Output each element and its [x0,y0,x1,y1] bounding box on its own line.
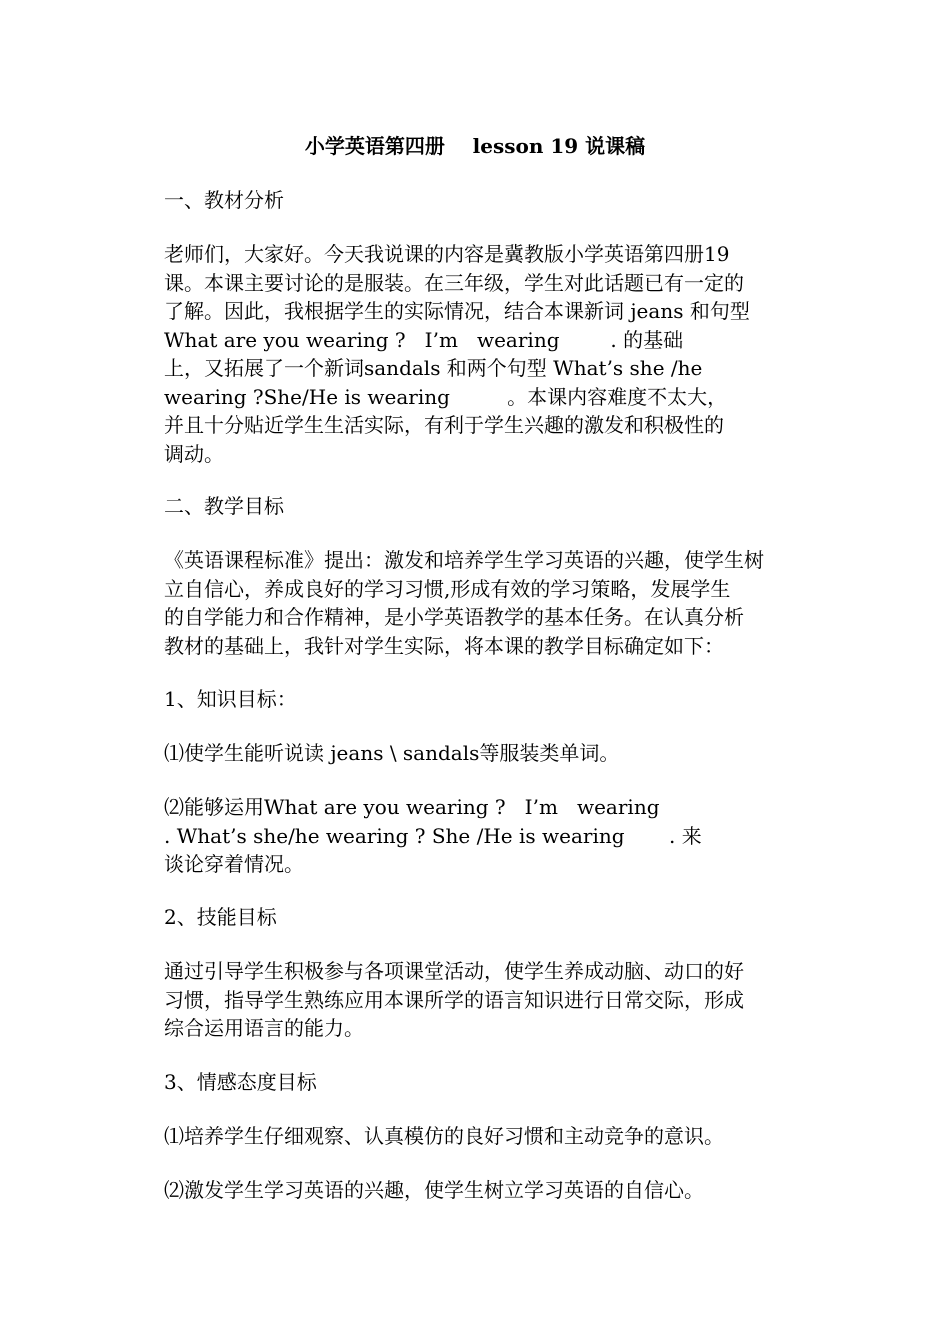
paragraph-line: 课。本课主要讨论的是服装。在三年级，学生对此话题已有一定的 [164,270,744,295]
list-item-knowledge-1 [164,739,794,768]
paragraph-line: 立自信心，养成良好的学习习惯,形成有效的学习策略，发展学生 [164,576,731,601]
paragraph-line: 的自学能力和合作精神，是小学英语教学的基本任务。在认真分析 [164,605,744,629]
paragraph-textbook-analysis [164,240,794,468]
paragraph-line: 《英语课程标准》提出：激发和培养学生学习英语的兴趣，使学生树 [164,548,764,572]
paragraph-line: ⑴使学生能听说读 jeans \ sandals等服装类单词。 [164,741,620,765]
paragraph-line: ⑵能够运用What are you wearing ? I’m wearing [164,795,660,819]
paragraph-line: 了解。因此，我根据学生的实际情况，结合本课新词 jeans 和句型 [164,299,750,323]
section-heading-textbook-analysis: 一、教材分析 [164,188,284,212]
paragraph-line: What are you wearing ? I’m wearing . 的基础 [164,327,684,352]
section-heading-teaching-goals: 二、教学目标 [164,494,284,518]
subheading-skill-goals: 2、技能目标 [164,905,277,929]
paragraph-line: 谈论穿着情况。 [164,852,304,876]
paragraph-line: 习惯，指导学生熟练应用本课所学的语言知识进行日常交际，形成 [164,987,744,1012]
paragraph-line: 综合运用语言的能力。 [164,1016,364,1040]
paragraph-teaching-goals [164,546,794,660]
paragraph-line: 老师们，大家好。今天我说课的内容是冀教版小学英语第四册19 [164,242,730,266]
paragraph-line: 调动。 [164,441,224,466]
paragraph-skill-goals [164,957,794,1043]
list-item-emotion-1 [164,1122,794,1151]
list-item-emotion-2 [164,1176,794,1205]
paragraph-line: 上，又拓展了一个新词sandals 和两个句型 What’s she /he [164,356,703,380]
document-title: 小学英语第四册 lesson 19 说课稿 [304,134,646,158]
paragraph-line: . What’s she/he wearing ? She /He is wearing . 来 [164,823,702,848]
paragraph-line: 并且十分贴近学生生活实际，有利于学生兴趣的激发和积极性的 [164,413,724,437]
subheading-knowledge-goals: 1、知识目标： [164,687,297,711]
paragraph-line: ⑴培养学生仔细观察、认真模仿的良好习惯和主动竞争的意识。 [164,1124,724,1148]
paragraph-line: wearing ?She/He is wearing 。本课内容难度不太大， [164,384,728,409]
paragraph-line: 教材的基础上，我针对学生实际，将本课的教学目标确定如下： [164,633,724,658]
paragraph-line: ⑵激发学生学习英语的兴趣，使学生树立学习英语的自信心。 [164,1178,704,1202]
paragraph-line: 通过引导学生积极参与各项课堂活动，使学生养成动脑、动口的好 [164,959,744,983]
list-item-knowledge-2 [164,793,794,879]
subheading-emotion-goals: 3、情感态度目标 [164,1070,317,1094]
